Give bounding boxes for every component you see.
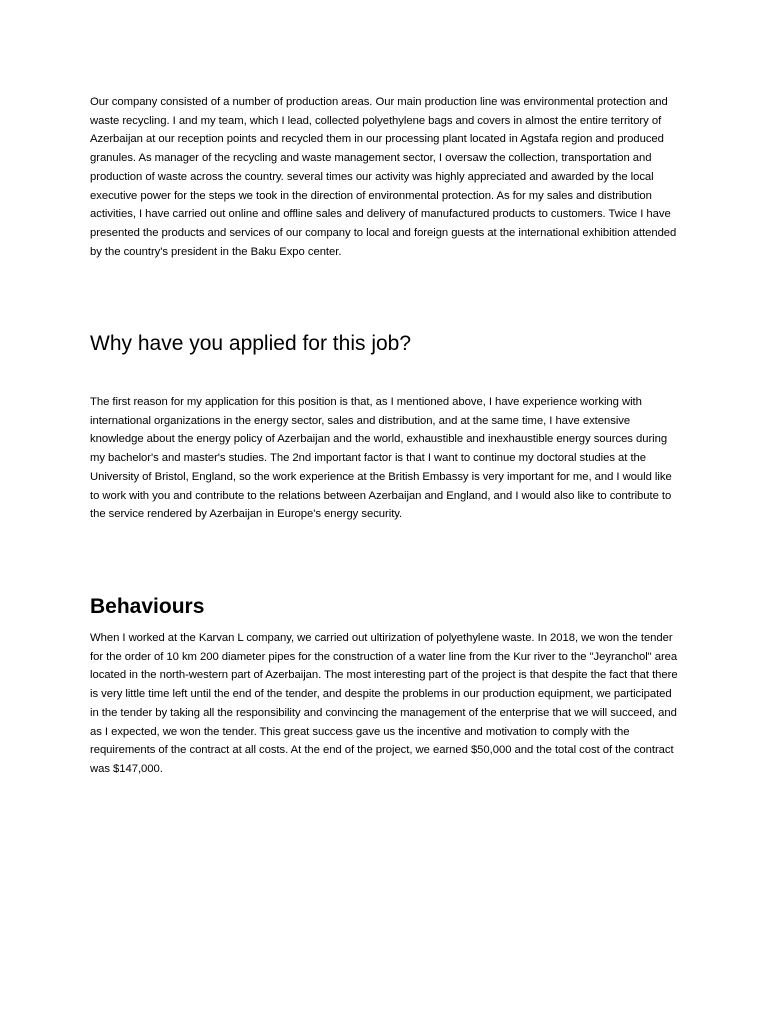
section-heading-why-applied: Why have you applied for this job? [90,332,412,355]
behaviours-paragraph: When I worked at the Karvan L company, we carried out ultirization of polyethylene waste. In 2018, we won the tender for the order of 10 km 200 diameter pipes for the construction of a water line from the Kur river to the "Jeyranchol" area located in the north-western part of Azerbaijan. The most interesting part of the project is that despite the fact that there is very little time left until the end of the tender, and despite the problems in our production equipment, we participated in the tender by taking all the responsibility and convincing the management of the enterprise that we will succeed, and as I expected, we won the tender. This great success gave us the incentive and motivation to comply with the requirements of the contract at all costs. At the end of the project, we earned $50,000 and the total cost of the contract was $147,000. [90,632,678,775]
why-applied-paragraph: The first reason for my application for this position is that, as I mentioned above, I have experience working with international organizations in the energy sector, sales and distribution, and at the same time, I have extensive knowledge about the energy policy of Azerbaijan and the world, exhaustible and inexhaustible energy sources during my bachelor's and master's studies. The 2nd important factor is that I want to continue my doctoral studies at the University of Bristol, England, so the work experience at the British Embassy is very important for me, and I would like to work with you and contribute to the relations between Azerbaijan and England, and I would also like to contribute to the service rendered by Azerbaijan in Europe's energy security. [90,396,672,521]
section-heading-behaviours: Behaviours [90,595,205,618]
intro-paragraph: Our company consisted of a number of production areas. Our main production line was environmental protection and waste recycling. I and my team, which I lead, collected polyethylene bags and covers in almost the entire territory of Azerbaijan at our reception points and recycled them in our processing plant located in Agstafa region and produced granules. As manager of the recycling and waste management sector, I oversaw the collection, transportation and production of waste across the country. several times our activity was highly appreciated and awarded by the local executive power for the steps we took in the direction of environmental protection. As for my sales and distribution activities, I have carried out online and offline sales and delivery of manufactured products to customers. Twice I have presented the products and services of our company to local and foreign guests at the international exhibition attended by the country's president in the Baku Expo center. [90,96,677,258]
